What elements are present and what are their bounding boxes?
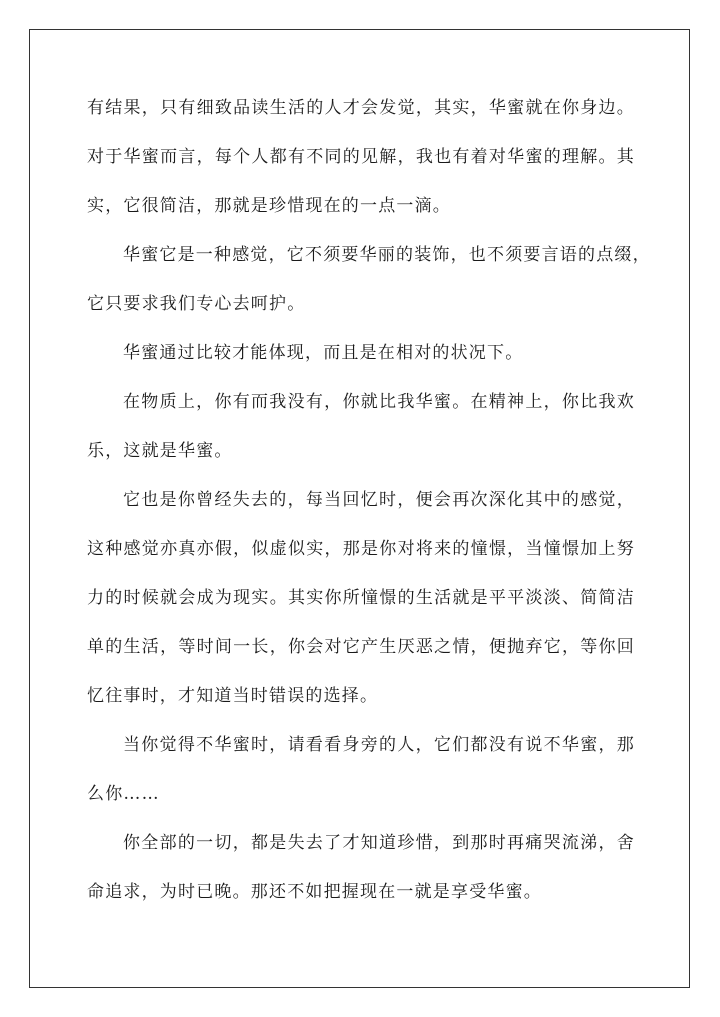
- text-line-2: 对于华蜜而言，每个人都有不同的见解，我也有着对华蜜的理解。其: [87, 147, 635, 167]
- text-line-1: 有结果，只有细致品读生活的人才会发觉，其实，华蜜就在你身边。: [87, 98, 635, 118]
- text-line-9: 它也是你曾经失去的，每当回忆时，便会再次深化其中的感觉，: [123, 490, 635, 510]
- text-line-15: 么你……: [87, 784, 160, 804]
- text-line-17: 命追求，为时已晚。那还不如把握现在一就是享受华蜜。: [87, 882, 542, 902]
- text-line-6: 华蜜通过比较才能体现，而且是在相对的状况下。: [123, 343, 524, 363]
- text-line-16: 你全部的一切，都是失去了才知道珍惜，到那时再痛哭流涕，舍: [123, 833, 635, 853]
- text-line-5: 它只要求我们专心去呵护。: [87, 294, 306, 314]
- text-line-4: 华蜜它是一种感觉，它不须要华丽的装饰，也不须要言语的点缀，: [123, 245, 651, 265]
- text-line-10: 这种感觉亦真亦假，似虚似实，那是你对将来的憧憬，当憧憬加上努: [87, 539, 635, 559]
- text-line-11: 力的时候就会成为现实。其实你所憧憬的生活就是平平淡淡、简简洁: [87, 588, 635, 608]
- text-line-14: 当你觉得不华蜜时，请看看身旁的人，它们都没有说不华蜜，那: [123, 735, 635, 755]
- document-body: [87, 88, 651, 921]
- text-line-3: 实，它很简洁，那就是珍惜现在的一点一滴。: [87, 196, 451, 216]
- text-line-7: 在物质上，你有而我没有，你就比我华蜜。在精神上，你比我欢: [123, 392, 635, 412]
- text-line-8: 乐，这就是华蜜。: [87, 441, 233, 461]
- text-line-12: 单的生活，等时间一长，你会对它产生厌恶之情，便抛弃它，等你回: [87, 637, 635, 657]
- text-line-13: 忆往事时，才知道当时错误的选择。: [87, 686, 379, 706]
